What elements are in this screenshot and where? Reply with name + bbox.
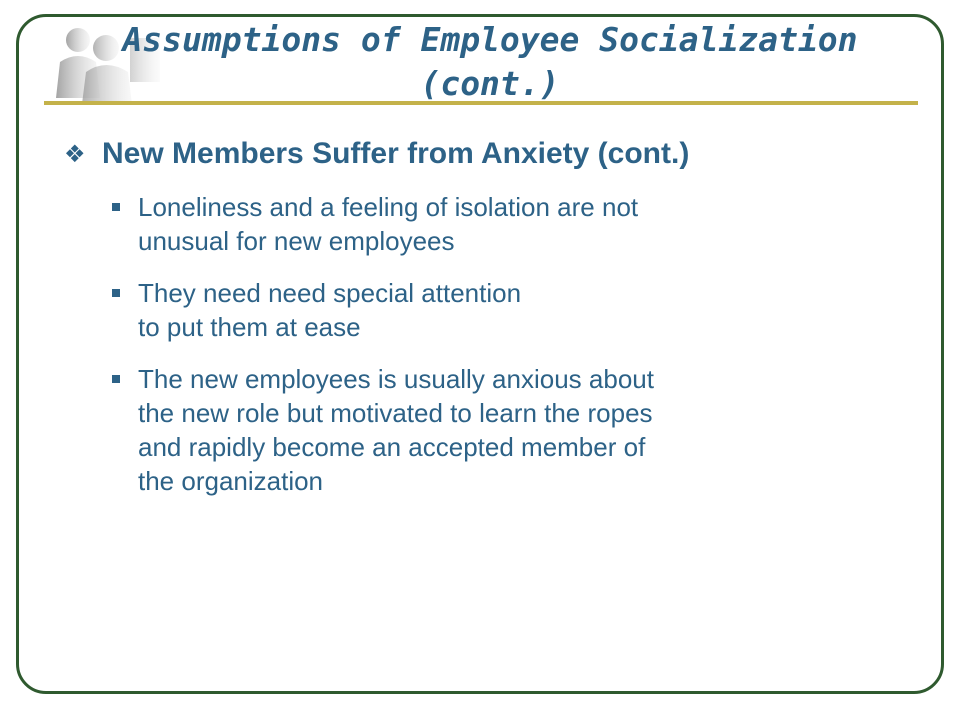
slide-title-line1: Assumptions of Employee Socialization (122, 20, 858, 59)
bullet-line: Loneliness and a feeling of isolation are not (138, 192, 639, 222)
square-bullet-icon (112, 375, 120, 383)
slide-content (64, 132, 894, 516)
bullet-line: and rapidly become an accepted member of (138, 432, 646, 462)
bullet-item (64, 362, 894, 498)
bullet-list (64, 190, 894, 498)
slide-title-line2: (cont.) (420, 64, 560, 103)
bullet-line: the new role but motivated to learn the ropes (138, 398, 653, 428)
square-bullet-icon (112, 203, 120, 211)
bullet-line: unusual for new employees (138, 226, 455, 256)
bullet-item (64, 190, 894, 258)
slide-title (60, 18, 920, 106)
bullet-line: The new employees is usually anxious about (138, 364, 654, 394)
section-heading-text: New Members Suffer from Anxiety (cont.) (102, 137, 690, 170)
bullet-line: They need need special attention (138, 278, 522, 308)
bullet-line: to put them at ease (138, 312, 361, 342)
diamond-outline-icon: ❖ (64, 141, 86, 168)
bullet-item (64, 276, 894, 344)
square-bullet-icon (112, 289, 120, 297)
bullet-line: the organization (138, 466, 324, 496)
section-heading (64, 132, 894, 176)
